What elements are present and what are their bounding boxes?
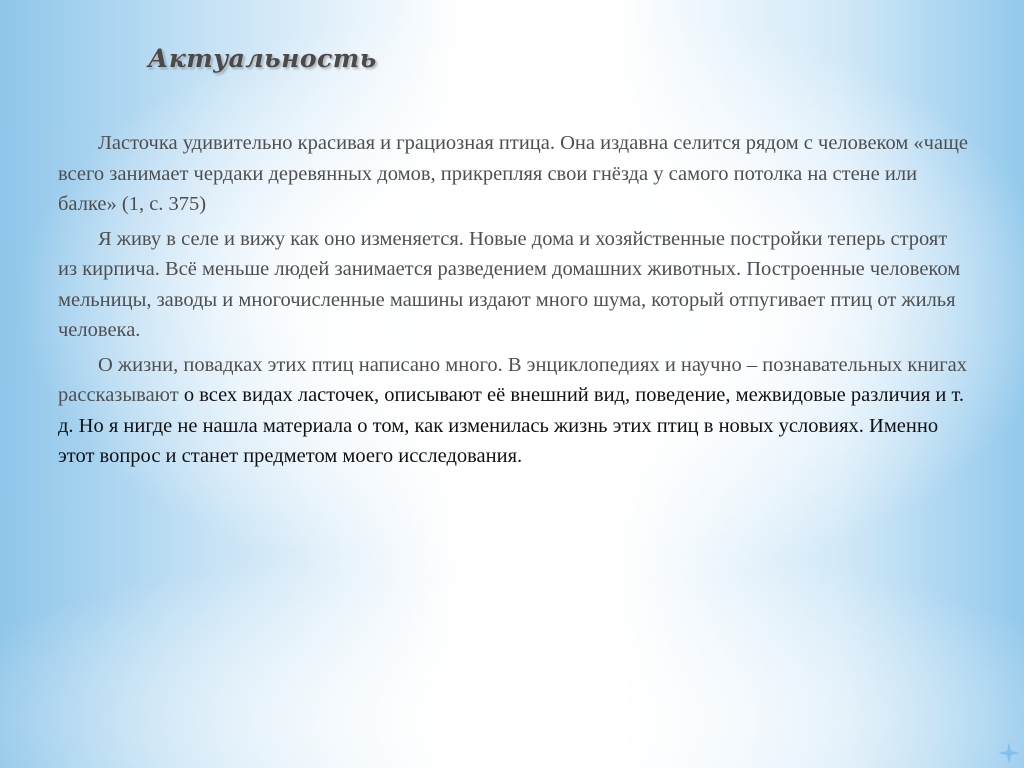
paragraph-3 bbox=[58, 350, 968, 472]
four-point-star-icon bbox=[998, 742, 1020, 764]
paragraph-1: Ласточка удивительно красивая и грациозная птица. Она издавна селится рядом с человеком «чаще всего занимает чердаки деревянных домов, прикрепляя свои гнёзда у самого потолка на стене или балке» (1, с. 375) bbox=[58, 132, 968, 215]
paragraph-3-light-text: О жизни, повадках этих птиц написано много. В энциклопедиях и научно – познавательных книгах рассказывают bbox=[58, 353, 967, 406]
paragraph-3-dark-text: о всех видах ласточек, описывают её внешний вид, поведение, межвидовые различия и т. д. Но я нигде не нашла материала о том, как изменилась жизнь этих птиц в новых условиях. Именно этот вопрос и станет предметом моего исследования. bbox=[58, 384, 965, 467]
paragraph-2: Я живу в селе и вижу как оно изменяется. Новые дома и хозяйственные постройки теперь строят из кирпича. Всё меньше людей занимается разведением домашних животных. Построенные человеком мельницы, заводы и многочисленные машины издают много шума, который отпугивает птиц от жилья человека. bbox=[58, 227, 961, 341]
slide-body bbox=[58, 128, 968, 476]
slide-title: Актуальность bbox=[148, 44, 377, 73]
